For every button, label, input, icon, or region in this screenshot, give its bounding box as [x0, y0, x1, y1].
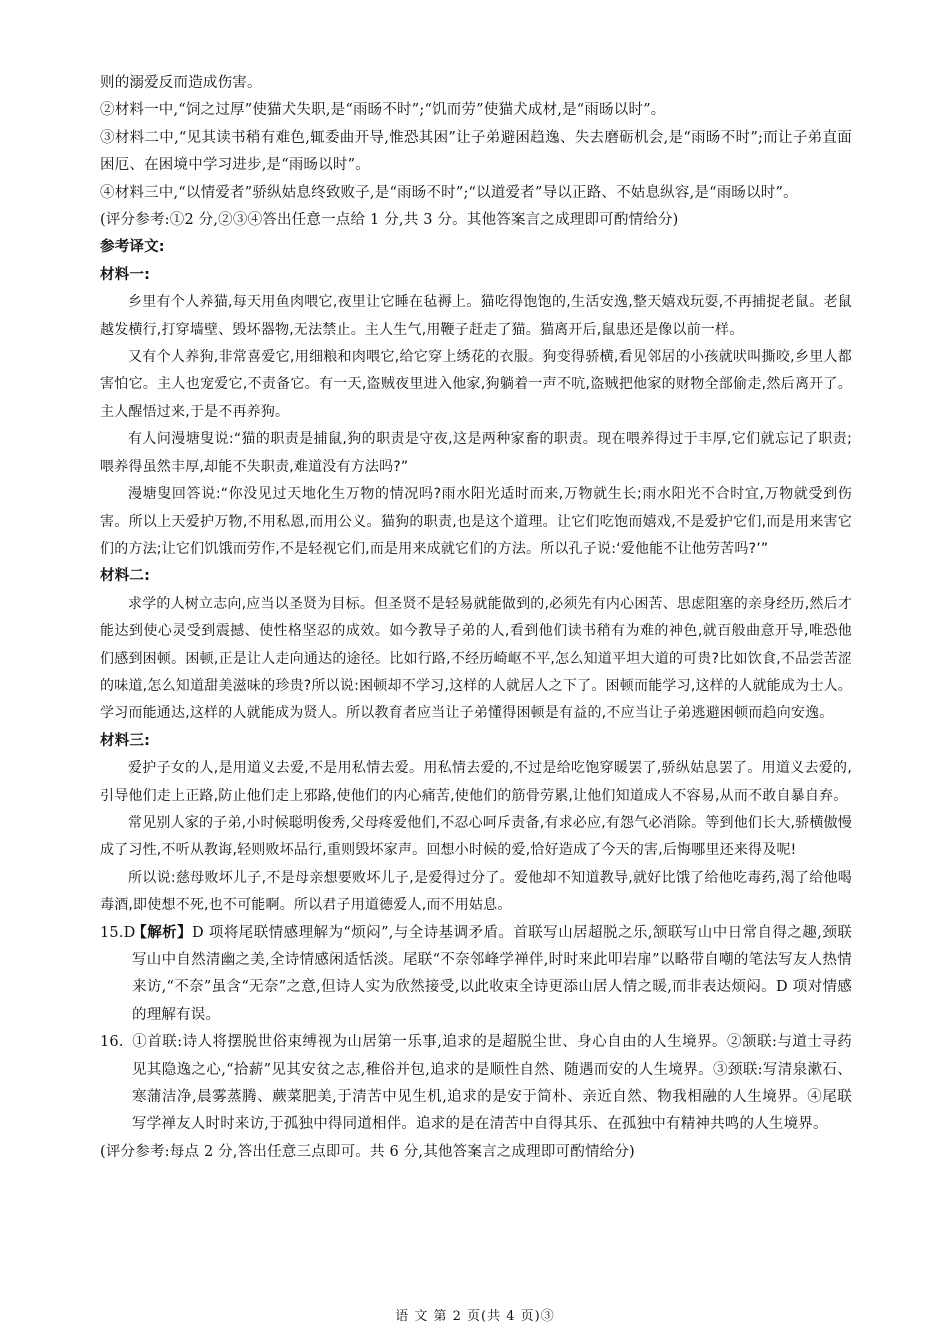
material-2-paragraph: 求学的人树立志向,应当以圣贤为目标。但圣贤不是轻易就能做到的,必须先有内心困苦、思虑阻塞的亲身经历,然后才能达到使心灵受到震撼、使性格坚忍的成效。如今教导子弟的人,看到他们读书稍有为难的神色,就百般曲意开导,唯恐他们感到困顿。困顿,正是让人走向通达的途径。比如行路,不经历崎岖不平,怎么知道平坦大道的可贵?比如饮食,不品尝苦涩的味道,怎么知道甜美滋味的珍贵?所以说:困顿却不学习,这样的人就居人之下了。困顿而能学习,这样的人就能成为士人。学习而能通达,这样的人就能成为贤人。所以教育者应当让子弟懂得困顿是有益的,不应当让子弟逃避困顿而趋向安逸。 — [100, 595, 852, 722]
material-3-paragraph: 常见别人家的子弟,小时候聪明俊秀,父母疼爱他们,不忍心呵斥责备,有求必应,有怨气必消除。等到他们长大,骄横傲慢成了习性,不听从教诲,轻则败坏品行,重则毁坏家声。回想小时候的爱,恰好造成了今天的害,后悔哪里还来得及呢! — [100, 814, 852, 859]
scoring-note: (评分参考:①2 分,②③④答出任意一点给 1 分,共 3 分。其他答案言之成理即可酌情给分) — [100, 212, 679, 229]
material-3-paragraph: 所以说:慈母败坏儿子,不是母亲想要败坏儿子,是爱得过分了。爱他却不知道教导,就好比饿了给他吃毒药,渴了给他喝毒酒,即使想不死,也不可能啊。所以君子用道德爱人,而不用姑息。 — [100, 869, 852, 914]
page-content — [100, 70, 852, 1166]
translation-heading: 参考译文: — [100, 239, 165, 256]
material-2-heading: 材料二: — [100, 568, 151, 585]
material-1-paragraph: 乡里有个人养猫,每天用鱼肉喂它,夜里让它睡在毡褥上。猫吃得饱饱的,生活安逸,整天嬉戏玩耍,不再捕捉老鼠。老鼠越发横行,打穿墙壁、毁坏器物,无法禁止。主人生气,用鞭子赶走了猫。猫离开后,鼠患还是像以前一样。 — [100, 294, 852, 338]
material-1-heading: 材料一: — [100, 266, 151, 283]
question-15-answer: D 项将尾联情感理解为“烦闷”,与全诗基调矛盾。首联写山居超脱之乐,颔联写山中日常自得之趣,颈联写山中自然清幽之美,全诗情感闲适恬淡。尾联“不奈邻峰学禅伴,时时来此叩岩扉”以略带自嘲的笔法写友人热情来访,“不奈”虽含“无奈”之意,但诗人实为欣然接受,以此收束全诗更添山居人情之暖,而非表达烦闷。D 项对情感的理解有误。 — [132, 924, 852, 1023]
material-3-paragraph: 爱护子女的人,是用道义去爱,不是用私情去爱。用私情去爱的,不过是给吃饱穿暖罢了,骄纵姑息罢了。用道义去爱的,引导他们走上正路,防止他们走上邪路,使他们的内心痛苦,使他们的筋骨劳累,让他们知道成人不容易,从而不敢自暴自弃。 — [100, 760, 852, 804]
material-1-paragraph: 又有个人养狗,非常喜爱它,用细粮和肉喂它,给它穿上绣花的衣服。狗变得骄横,看见邻居的小孩就吠叫撕咬,乡里人都害怕它。主人也宠爱它,不责备它。有一天,盗贼夜里进入他家,狗躺着一声不吭,盗贼把他家的财物全部偷走,然后离开了。主人醒悟过来,于是不再养狗。 — [100, 349, 852, 420]
answer-item-4: ④材料三中,“以情爱者”骄纵姑息终致败子,是“雨旸不时”;“以道爱者”导以正路、不姑息纵容,是“雨旸以时”。 — [100, 184, 798, 201]
question-15-number: 15.D — [100, 924, 136, 941]
material-1-paragraph: 漫塘叟回答说:“你没见过天地化生万物的情况吗?雨水阳光适时而来,万物就生长;雨水阳光不合时宜,万物就受到伤害。所以上天爱护万物,不用私恩,而用公义。猫狗的职责,也是这个道理。让它们吃饱而嬉戏,不是爱护它们,而是用来害它们的方法;让它们饥饿而劳作,不是轻视它们,而是用来成就它们的方法。所以孔子说:‘爱他能不让他劳苦吗?’” — [100, 486, 852, 557]
question-16-number: 16. — [100, 1034, 124, 1051]
answer-item-2: ②材料一中,“饲之过厚”使猫犬失职,是“雨旸不时”;“饥而劳”使猫犬成材,是“雨旸以时”。 — [100, 102, 666, 119]
material-1-paragraph: 有人问漫塘叟说:“猫的职责是捕鼠,狗的职责是守夜,这是两种家畜的职责。现在喂养得过于丰厚,它们就忘记了职责;喂养得虽然丰厚,却能不失职责,难道没有方法吗?” — [100, 431, 852, 475]
question-15 — [100, 920, 852, 1030]
question-16-answer: ①首联:诗人将摆脱世俗束缚视为山居第一乐事,追求的是超脱尘世、身心自由的人生境界。②颔联:与道士寻药见其隐逸之心,“拾薪”见其安贫之志,稚俗并包,追求的是顺性自然、随遇而安的人生境界。③颈联:写清泉漱石、寒蒲洁净,晨雾蒸腾、蕨菜肥美,于清苦中见生机,追求的是安于简朴、亲近自然、物我相融的人生境界。④尾联写学禅友人时时来访,于孤独中得同道相伴。追求的是在清苦中自得其乐、在孤独中有精神共鸣的人生境界。 — [132, 1034, 852, 1133]
answer-item-3: ③材料二中,“见其读书稍有难色,辄委曲开导,惟恐其困”让子弟避困趋逸、失去磨砺机会,是“雨旸不时”;而让子弟直面困厄、在困境中学习进步,是“雨旸以时”。 — [100, 129, 852, 174]
page-footer: 语 文 第 2 页(共 4 页)③ — [395, 1309, 555, 1324]
analysis-tag: 【解析】 — [132, 924, 193, 941]
answer-line: 则的溺爱反而造成伤害。 — [100, 75, 262, 91]
question-16 — [100, 1029, 852, 1139]
question-16-scoring: (评分参考:每点 2 分,答出任意三点即可。共 6 分,其他答案言之成理即可酌情给分) — [100, 1143, 635, 1160]
material-3-heading: 材料三: — [100, 732, 151, 749]
